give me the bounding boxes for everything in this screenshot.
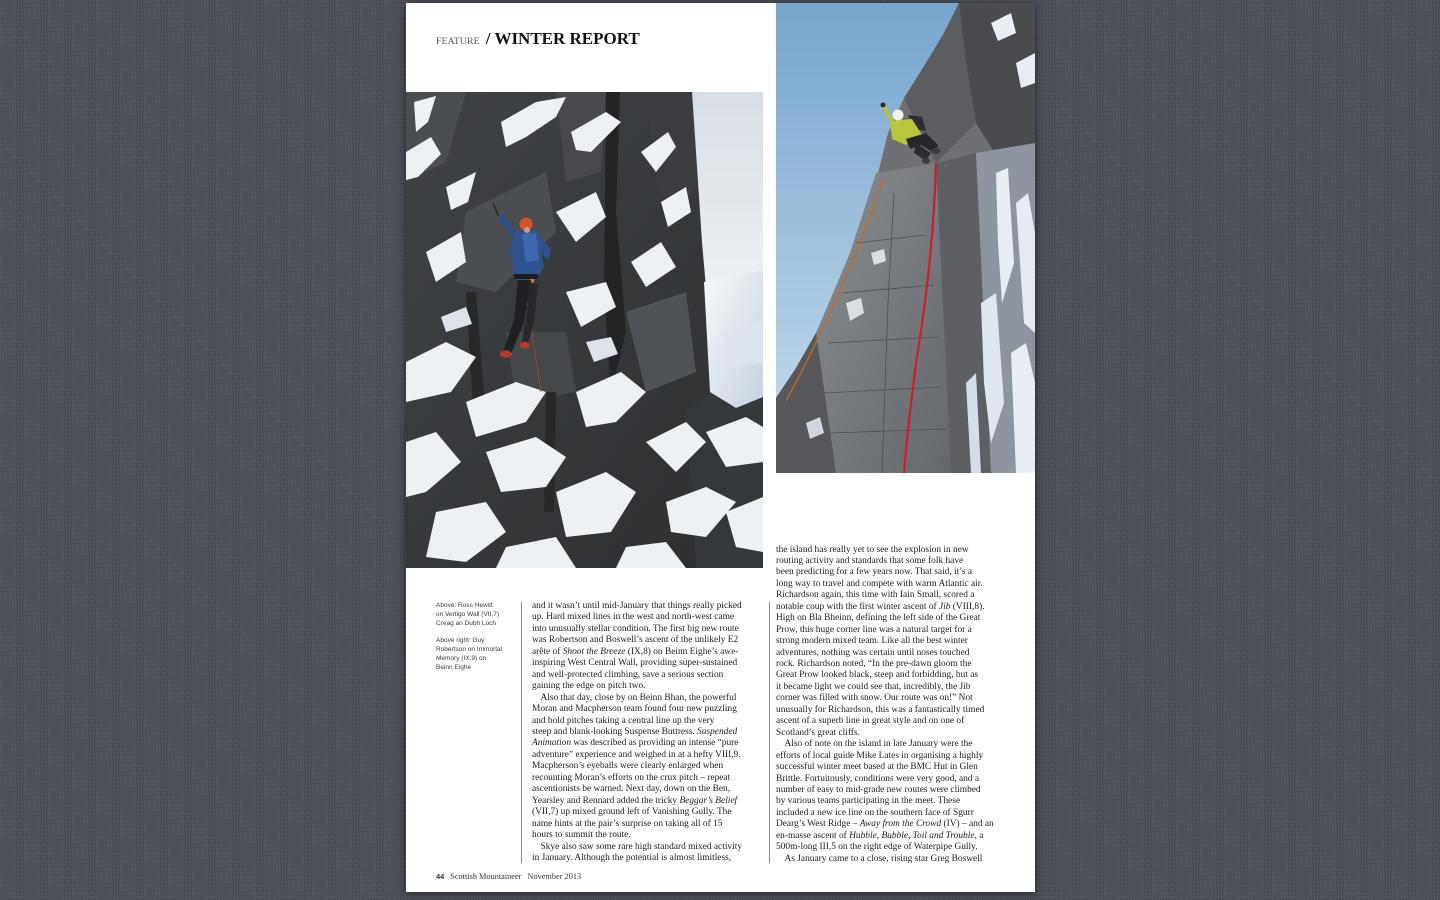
italic-title: Beggar’s Belief: [679, 795, 738, 806]
italic-title: Animation: [532, 738, 572, 749]
text-line: it became light we could see that, incredibly, the Jib: [776, 681, 971, 692]
caption-line: Robertson on Immortal: [436, 646, 503, 653]
text-line: long way to travel and compete with warm Atlantic air.: [776, 578, 983, 589]
section-kicker: FEATURE: [436, 36, 480, 47]
text-line: Scotland’s great cliffs.: [776, 727, 860, 738]
text-line: (VII,7) up mixed ground left of Vanishing Gully. The: [532, 807, 732, 818]
photo-captions: [436, 601, 520, 672]
text-line: [532, 647, 764, 658]
section-title: WINTER REPORT: [494, 29, 640, 48]
caption-line: on Vertigo Wall (VII,7): [436, 611, 499, 618]
text-run: arête of: [532, 646, 563, 657]
caption-right-photo: [436, 636, 520, 672]
text-line: [532, 738, 764, 749]
text-line: Brittle. Fortuitously, conditions were very good, and a: [776, 773, 980, 784]
text-line: Also of note on the island in late January were the: [784, 739, 973, 750]
text-line: been predicting for a few years now. That said, it’s a: [776, 567, 973, 578]
text-line: and it wasn’t until mid-January that things really picked: [532, 601, 742, 611]
text-line: strong modern mixed team. Like all the best winter: [776, 636, 968, 647]
column-rule-left: [521, 602, 522, 863]
text-run: , a: [974, 830, 984, 841]
text-line: [532, 796, 764, 807]
text-run: en-masse ascent of: [776, 830, 850, 841]
text-line: gaining the edge on pitch two.: [532, 681, 646, 692]
caption-left-photo: [436, 601, 520, 628]
text-line: into unusually stellar condition. The first big new route: [532, 623, 739, 634]
page-footer: [436, 870, 581, 880]
text-run: notable coup with the first winter ascent of: [776, 601, 939, 612]
text-line: Also that day, close by on Beinn Bhan, the powerful: [540, 692, 737, 703]
paragraph: [776, 545, 1014, 740]
text-line: included a new ice line on the southern face of Sgurr: [776, 807, 974, 818]
column-rule-right: [769, 602, 770, 863]
text-line: routing activity and standards that some folk have: [776, 555, 964, 566]
text-line: inspiring West Central Wall, providing super-sustained: [532, 658, 738, 669]
text-line: adventures, nothing was certain until noses touched: [776, 647, 970, 658]
text-line: 500m-long III,5 on the right edge of Waterpipe Gully.: [776, 842, 978, 853]
italic-title: Away from the Crowd: [859, 819, 942, 830]
text-run: was described as providing an intense “pure: [571, 738, 739, 749]
paragraph: [776, 739, 1014, 854]
paragraph: [532, 693, 764, 842]
text-line: Richardson again, this time with Iain Small, scored a: [776, 590, 975, 601]
climbing-photo-left: [406, 92, 763, 568]
text-run: Yearsley and Rennard added the tricky: [532, 795, 680, 806]
caption-line: Above right: Guy: [436, 637, 485, 644]
text-line: Macpherson’s eyeballs were clearly enlarged when: [532, 761, 724, 772]
text-run: (VIII,8).: [950, 601, 985, 612]
text-line: up. Hard mixed lines in the west and north-west came: [532, 612, 735, 623]
text-line: number of easy to mid-grade new routes were climbed: [776, 785, 981, 796]
page-number: 44: [436, 872, 445, 881]
text-line: in January. Although the potential is almost limitless,: [532, 852, 732, 863]
italic-title: Jib: [938, 601, 951, 612]
text-line: Moran and Macpherson team found four new puzzling: [532, 704, 737, 715]
italic-title: Shoot the Breeze: [562, 646, 626, 657]
text-line: ascentionists be warned. Next day, down on the Ben,: [532, 784, 731, 795]
text-line: recounting Moran’s efforts on the crux pitch – repeat: [532, 772, 731, 783]
text-line: unusually for Richardson, this was a fantastically timed: [776, 704, 985, 715]
text-line: High on Bla Bheinn, defining the left side of the Great: [776, 613, 981, 624]
magazine-page[interactable]: [406, 3, 1035, 892]
text-line: name hints at the pair’s surprise on taking all of 15: [532, 818, 723, 829]
text-line: As January came to a close, rising star Greg Boswell: [784, 853, 983, 864]
text-line: ascent of a superb line in great style and on one of: [776, 716, 965, 727]
text-line: the island has really yet to see the explosion in new: [776, 544, 969, 555]
text-line: by various teams participating in the meet. These: [776, 796, 961, 807]
paragraph: [532, 842, 764, 865]
section-header: [436, 28, 640, 50]
header-separator: /: [485, 29, 491, 48]
text-line: Great Prow looked black, steep and forbidding, but as: [776, 670, 979, 681]
text-line: [776, 819, 1014, 830]
text-column-left: [532, 601, 764, 864]
caption-line: Memory (IX,9) on: [436, 655, 487, 662]
text-run: (IV) – and an: [941, 819, 994, 830]
italic-title: Hubble, Bubble, Toil and Trouble: [849, 830, 975, 841]
text-line: Prow, this huge corner line was a natural target for a: [776, 624, 972, 635]
climbing-photo-right: [776, 3, 1035, 473]
text-line: corner was filled with snow. Our route was on!” Not: [776, 693, 973, 704]
text-line: hours to summit the route.: [532, 830, 631, 841]
text-line: and bold pitches taking a central line up the very: [532, 715, 715, 726]
issue-date: November 2013: [527, 872, 582, 881]
text-run: Dearg’s West Ridge –: [776, 819, 860, 830]
text-line: rock. Richardson noted, “In the pre-dawn gloom the: [776, 659, 972, 670]
text-line: efforts of local guide Mike Lates in organising a highly: [776, 750, 984, 761]
caption-line: Beinn Eighe: [436, 664, 472, 671]
text-line: [532, 727, 764, 738]
text-line: and well-protected climbing, save a serious section: [532, 669, 724, 680]
paragraph: [532, 601, 764, 693]
text-line: [776, 831, 1014, 842]
text-line: successful winter meet based at the BMC Hut in Glen: [776, 762, 978, 773]
caption-line: Above: Ross Hewitt: [436, 602, 493, 609]
paragraph: [776, 854, 1014, 865]
text-line: adventure” experience and weighed in at a hefty VIII,9.: [532, 749, 741, 760]
text-run: steep and blank-looking Suspense Buttress.: [532, 726, 698, 737]
distant-snow-slope: [704, 270, 763, 408]
text-line: Skye also saw some rare high standard mixed activity: [540, 841, 743, 852]
text-line: was Robertson and Boswell’s ascent of the unlikely E2: [532, 635, 739, 646]
text-run: (IX,8) on Beinn Eighe’s awe-: [625, 646, 739, 657]
publication-name: Scottish Mountaineer: [450, 872, 522, 881]
italic-title: Suspended: [697, 726, 738, 737]
text-column-right: [776, 545, 1014, 866]
text-line: [776, 602, 1014, 613]
caption-line: Creag an Dubh Loch: [436, 620, 496, 627]
